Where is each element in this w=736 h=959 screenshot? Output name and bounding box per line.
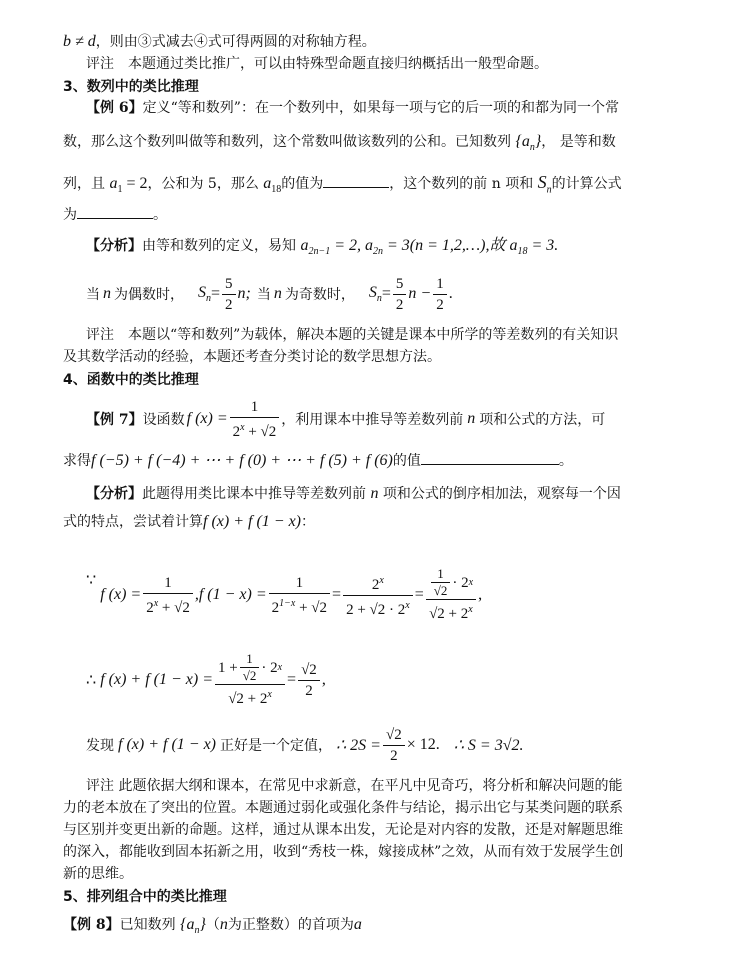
math-seq-an: $\{a_n\}$ — [515, 133, 542, 154]
discovery-line: 发现 f (x) + f (1 − x) 正好是一个定值， ∴ 2S = $\frac{√2}{2}$ × 12. ∴ S = 3√2. — [86, 726, 524, 764]
math-sum-expression: f (−5) + f (−4) + ⋯ + f (0) + ⋯ + f (5) + f (6) — [91, 452, 393, 469]
fraction-1-over-2: $\frac{1}{2}$ — [433, 274, 447, 315]
example-8-tag: 【例 8】 — [63, 917, 120, 933]
equation-because: ∵ f (x) = $\frac{1}{2^x + √2}$ ,f (1 − x) = $\frac{1}{2^{1-x} + √2}$ = $\frac{2^x}{2 + √2 \cdot 2^x}$ = $\frac{1}{√2}$ · 2 x $√2 + 2^x$ , — [86, 566, 483, 622]
example-7-tag: 【例 7】 — [86, 412, 143, 428]
comment-7-line-3: 与区别并变更出新的命题。这样，通过从课本出发，无论是对内容的发散，还是对解题思维 — [63, 822, 623, 838]
fraction-5-over-2: $\frac{5}{2}$ — [222, 274, 236, 315]
answer-blank-3[interactable] — [421, 450, 559, 465]
comment-6-line-1: 评注 本题以“等和数列”为载体，解决本题的关键是课本中所学的等差数列的有关知识 — [86, 327, 619, 343]
text-line-1: b ≠ d，则由③式减去④式可得两圆的对称轴方程。 — [63, 33, 376, 50]
math-a18: $a_{18}$ — [263, 175, 282, 196]
comment-6-line-2: 及其数学活动的经验，本题还考查分类讨论的数学思想方法。 — [63, 349, 441, 365]
math-sn: $S_n$ — [537, 172, 552, 196]
section-heading-3: 3、数列中的类比推理 — [63, 79, 199, 95]
example-7-line-2: 求得f (−5) + f (−4) + ⋯ + f (0) + ⋯ + f (5) + f (6)的值 。 — [63, 452, 573, 469]
analysis-6-tag: 【分析】 — [86, 238, 142, 254]
example-6-tag: 【例 6】 — [86, 100, 143, 116]
comment-paragraph: 评注 本题通过类比推广，可以由特殊型命题直接归纳概括出一般型命题。 — [86, 56, 548, 72]
math-analysis-6: $a_{2n-1} = 2$, $a_{2n} = 3(n$ = 1,2,…),故 $a_{18} = 3$. — [300, 237, 559, 258]
example-6-line-1: 【例 6】定义“等和数列”：在一个数列中，如果每一项与它的后一项的和都为同一个常 — [86, 100, 619, 116]
analysis-6-line-1: 【分析】由等和数列的定义，易知 $a_{2n-1} = 2$, $a_{2n} = 3(n$ = 1,2,…),故 $a_{18} = 3$. — [86, 237, 559, 258]
analysis-6-line-2: 当 n 为偶数时， $S_n$ = $\frac{5}{2}$ n; 当 n 为奇数时， $S_n$ = $\frac{5}{2}$ n − $\frac{1}{2}$ . — [86, 275, 453, 313]
answer-blank-1[interactable] — [323, 173, 389, 188]
section-heading-4: 4、函数中的类比推理 — [63, 372, 199, 388]
analysis-7-line-1: 【分析】此题得用类比课本中推导等差数列前 n 项和公式的倒序相加法，观察每一个因 — [86, 485, 621, 502]
answer-blank-2[interactable] — [77, 204, 153, 219]
math-b-neq-d: b ≠ d — [63, 33, 96, 50]
section-heading-5: 5、排列组合中的类比推理 — [63, 889, 227, 905]
example-6-line-2: 数，那么这个数列叫做等和数列，这个常数叫做该数列的公和。已知数列 $\{a_n\}$， 是等和数 — [63, 133, 616, 154]
comment-7-line-1: 评注 此题依据大纲和课本，在常见中求新意，在平凡中见奇巧，将分析和解决问题的能 — [86, 778, 623, 794]
example-8-line-1: 【例 8】已知数列 $\{a_n\}(n$为正整数）的首项为a — [63, 916, 362, 937]
fraction-f-of-x: $\frac{1}{2^x + √2}$ — [230, 397, 280, 442]
analysis-7-tag: 【分析】 — [86, 486, 142, 502]
analysis-7-line-2: 式的特点，尝试着计算f (x) + f (1 − x)： — [63, 513, 315, 530]
fraction-5-over-2-b: $\frac{5}{2}$ — [393, 274, 407, 315]
example-6-line-3: 列，且 $a_1 = 2$，公和为 5，那么 $a_{18}$的值为 ，这个数列的前 n 项和 $S_n$的计算公式 — [63, 172, 622, 196]
math-a1: $a_1$ — [109, 175, 123, 196]
comment-7-line-4: 的深入，都能收到固本拓新之用，收到“秀枝一株，嫁接成林”之效，从而有效于发展学生创 — [63, 844, 624, 860]
example-7-line-1: 【例 7】 设函数 f (x) = $\frac{1}{2^x + √2}$ ，利用课本中推导等差数列前 n 项和公式的方法，可 — [86, 398, 606, 440]
comment-7-line-5: 新的思维。 — [63, 866, 133, 882]
comment-7-line-2: 力的老本放在了突出的位置。本题通过弱化或强化条件与结论，揭示出它与某类问题的联系 — [63, 800, 623, 816]
equation-therefore: ∴ f (x) + f (1 − x) = 1 + $\frac{1}{√2}$ · 2 x $√2 + 2^x$ = $\frac{√2}{2}$ , — [86, 651, 326, 707]
example-6-line-4: 为 。 — [0, 204, 736, 225]
